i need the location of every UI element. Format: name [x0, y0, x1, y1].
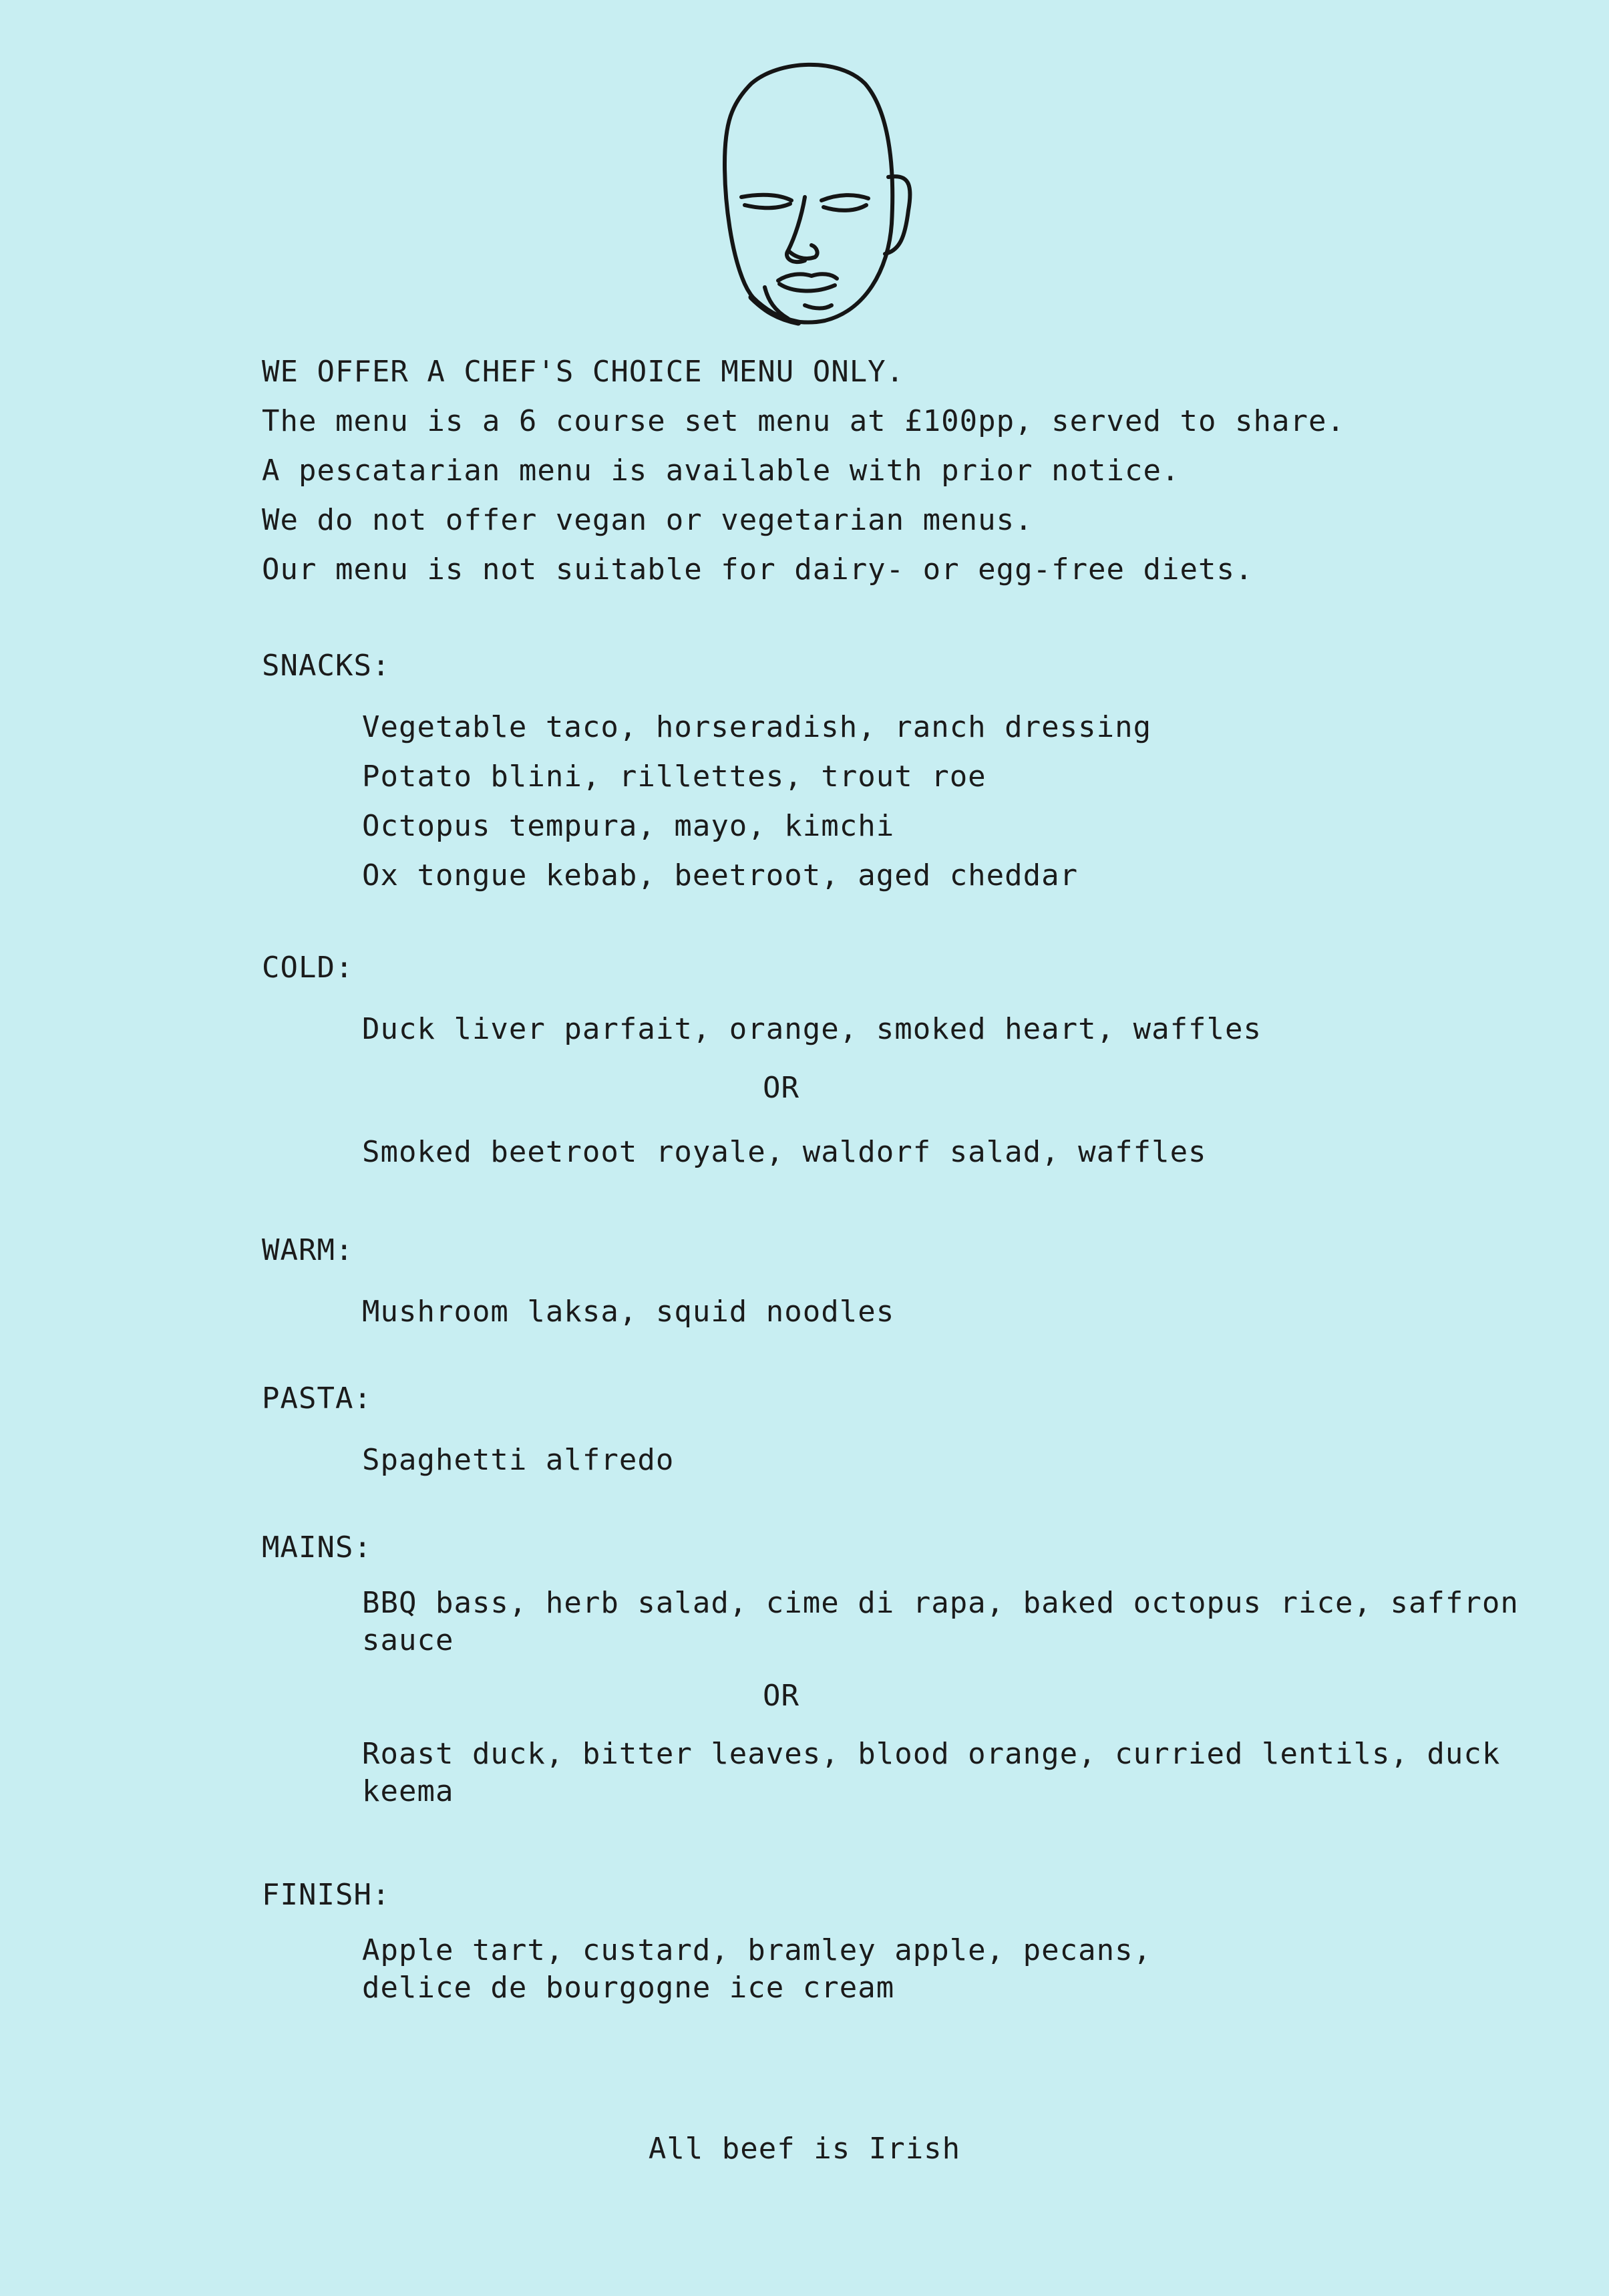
section-heading: SNACKS: — [262, 649, 391, 683]
dish-item: Spaghetti alfredo — [362, 1443, 675, 1477]
chef-face-drawing-icon — [705, 57, 918, 331]
section-pasta — [262, 1374, 1564, 1485]
footer-note: All beef is Irish — [648, 2132, 961, 2166]
section-heading: MAINS: — [262, 1530, 372, 1565]
intro-line: WE OFFER A CHEF'S CHOICE MENU ONLY. — [262, 355, 905, 389]
section-warm — [262, 1226, 1564, 1337]
section-finish — [262, 1870, 1564, 2019]
dish-list — [362, 703, 1564, 900]
section-snacks — [262, 641, 1564, 900]
dish-item: Roast duck, bitter leaves, blood orange, curried lentils, duck keema — [362, 1737, 1501, 1808]
dish-list — [362, 1287, 1564, 1337]
dish-item: BBQ bass, herb salad, cime di rapa, baked octopus rice, saffron sauce — [362, 1586, 1519, 1657]
intro-line: Our menu is not suitable for dairy- or egg-free diets. — [262, 552, 1254, 587]
intro-line: We do not offer vegan or vegetarian menus. — [262, 503, 1033, 537]
dish-item: Octopus tempura, mayo, kimchi — [362, 809, 895, 843]
dish-item: Ox tongue kebab, beetroot, aged cheddar — [362, 858, 1079, 892]
or-divider: OR — [763, 1679, 799, 1713]
intro-line: A pescatarian menu is available with prior notice. — [262, 454, 1180, 488]
dish-list — [362, 1932, 1564, 2007]
section-heading: COLD: — [262, 951, 354, 985]
dish-item: Mushroom laksa, squid noodles — [362, 1295, 895, 1329]
dish-list — [362, 1005, 1564, 1177]
dish-list — [362, 1436, 1564, 1485]
section-cold — [262, 943, 1564, 1177]
dish-item: Vegetable taco, horseradish, ranch dressing — [362, 710, 1152, 744]
dish-item: Smoked beetroot royale, waldorf salad, waffles — [362, 1135, 1207, 1169]
section-heading: FINISH: — [262, 1878, 391, 1912]
dish-item: Potato blini, rillettes, trout roe — [362, 760, 987, 794]
intro-block — [262, 347, 1531, 595]
dish-item: Duck liver parfait, orange, smoked heart, waffles — [362, 1012, 1262, 1046]
dish-item: Apple tart, custard, bramley apple, pecans, delice de bourgogne ice cream — [362, 1933, 1152, 2005]
dish-list — [362, 1585, 1564, 1810]
or-divider: OR — [763, 1071, 799, 1105]
section-mains — [262, 1523, 1564, 1822]
section-heading: PASTA: — [262, 1381, 372, 1416]
section-heading: WARM: — [262, 1233, 354, 1267]
intro-line: The menu is a 6 course set menu at £100pp, served to share. — [262, 404, 1345, 438]
